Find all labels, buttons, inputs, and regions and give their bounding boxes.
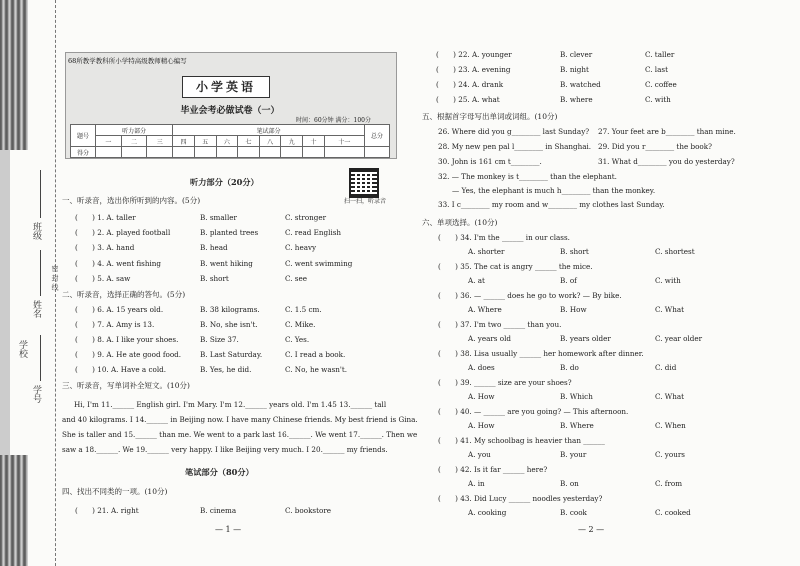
question-34-option-c[interactable]: C. shortest: [655, 247, 695, 256]
question-22: ( ) 22. A. younger: [436, 50, 512, 59]
score-table-total: 总分: [365, 125, 390, 147]
question-23: ( ) 23. A. evening: [436, 65, 511, 74]
question-4: ( ) 4. A. went fishing: [75, 258, 162, 268]
score-cell[interactable]: [194, 147, 216, 158]
student-id-label: 学号: [31, 385, 41, 403]
score-table-score-label: 得分: [71, 147, 96, 158]
score-cell[interactable]: [303, 147, 325, 158]
question-38-option-b[interactable]: B. do: [560, 363, 579, 372]
class-label: 班级: [31, 222, 41, 240]
score-table-num: 十一: [324, 136, 364, 147]
section-2-title: 二、听录音，选择正确的答句。(5分): [62, 290, 186, 299]
section-1-title: 一、听录音，选出你所听到的内容。(5分): [62, 196, 201, 205]
question-41-option-b[interactable]: B. your: [560, 450, 587, 459]
question-35-option-b[interactable]: B. of: [560, 276, 577, 285]
question-2-option-b[interactable]: B. planted trees: [200, 228, 259, 238]
question-21: ( ) 21. A. right: [75, 506, 139, 515]
score-cell[interactable]: [121, 147, 147, 158]
question-37: ( ) 37. I'm two ______ than you.: [438, 320, 562, 329]
question-1-option-b[interactable]: B. smaller: [200, 213, 237, 222]
score-table: [70, 124, 390, 158]
question-6: ( ) 6. A. 15 years old.: [75, 305, 164, 314]
question-41-option-a[interactable]: A. you: [468, 450, 491, 459]
question-10: ( ) 10. A. Have a cold.: [75, 365, 167, 374]
score-table-num: 九: [281, 136, 303, 147]
passage-line: and 40 kilograms. I 14.______ in Beijing now. I have many Chinese friends. My best friend is Gina.: [62, 415, 418, 424]
question-25: ( ) 25. A. what: [436, 95, 500, 104]
question-40-option-a[interactable]: A. How: [468, 421, 495, 430]
fill-question: 28. My new pen pal l________ in Shanghai.: [438, 142, 592, 151]
question-39-option-a[interactable]: A. How: [468, 392, 495, 401]
torn-edge-bottom: [0, 455, 28, 566]
score-cell[interactable]: [147, 147, 173, 158]
seal-text: 密 封 线: [51, 265, 59, 291]
question-3-option-c[interactable]: C. heavy: [285, 243, 317, 253]
question-24: ( ) 24. A. drank: [436, 80, 504, 89]
question-7: ( ) 7. A. Amy is 13.: [75, 320, 155, 329]
question-25-option-c[interactable]: C. with: [645, 95, 671, 104]
question-41-option-c[interactable]: C. yours: [655, 450, 685, 459]
question-39-option-b[interactable]: B. Which: [560, 392, 593, 401]
question-24-option-c[interactable]: C. coffee: [645, 80, 677, 89]
question-32b: — Yes, the elephant is much h________ than the monkey.: [452, 186, 656, 195]
question-22-option-c[interactable]: C. taller: [645, 50, 675, 59]
class-line: [40, 170, 41, 218]
question-6-option-b[interactable]: B. 38 kilograms.: [200, 305, 260, 314]
question-37-option-b[interactable]: B. years older: [560, 334, 611, 343]
score-cell[interactable]: [173, 147, 195, 158]
question-39-option-c[interactable]: C. What: [655, 392, 685, 401]
time-info: 时间：60分钟 满分：100分: [296, 117, 371, 124]
question-36: ( ) 36. — ______ does he go to work? — By bike.: [438, 291, 622, 300]
score-table-num: 六: [216, 136, 238, 147]
exam-title: 小学英语: [195, 80, 256, 94]
question-21-option-c[interactable]: C. bookstore: [285, 506, 332, 515]
question-37-option-a[interactable]: A. years old: [468, 334, 511, 343]
score-cell[interactable]: [365, 147, 390, 158]
score-table-num: 二: [121, 136, 147, 147]
question-23-option-c[interactable]: C. last: [645, 65, 668, 74]
score-cell[interactable]: [216, 147, 238, 158]
question-42-option-b[interactable]: B. on: [560, 479, 579, 488]
section-4-title: 四、找出不同类的一项。(10分): [62, 487, 168, 496]
question-40-option-b[interactable]: B. Where: [560, 421, 594, 430]
exam-subtitle: 毕业会考必做试卷（一）: [180, 106, 280, 116]
question-42-option-c[interactable]: C. from: [655, 479, 683, 488]
question-25-option-b[interactable]: B. where: [560, 95, 593, 104]
page-number-1: — 1 —: [215, 525, 242, 534]
question-40-option-c[interactable]: C. When: [655, 421, 686, 430]
fill-question: 29. Did you r________ the book?: [598, 142, 712, 151]
section-5-title: 五、根据首字母写出单词或词组。(10分): [422, 112, 558, 121]
qr-code-icon[interactable]: [349, 168, 379, 198]
question-7-option-c[interactable]: C. Mike.: [285, 320, 316, 329]
score-table-num: 十: [303, 136, 325, 147]
name-line: [40, 250, 41, 296]
question-7-option-b[interactable]: B. No, she isn't.: [200, 320, 258, 329]
passage-line: saw a 18.______. We 19.______ very happy. I like Beijing very much. I 20.______ my friends.: [62, 445, 388, 454]
question-43-option-a[interactable]: A. cooking: [468, 508, 507, 517]
section-6-title: 六、单项选择。(10分): [422, 218, 498, 227]
question-32a: 32. — The monkey is t________ than the elephant.: [438, 172, 617, 181]
paper-edge: [0, 150, 10, 455]
question-36-option-a[interactable]: A. Where: [468, 305, 502, 314]
question-34: ( ) 34. I'm the ______ in our class.: [438, 233, 570, 242]
question-8-option-c[interactable]: C. Yes.: [285, 335, 310, 344]
question-42-option-a[interactable]: A. in: [468, 479, 485, 488]
question-37-option-c[interactable]: C. year older: [655, 334, 703, 343]
question-1: ( ) 1. A. taller: [75, 213, 136, 222]
question-6-option-c[interactable]: C. 1.5 cm.: [285, 305, 322, 314]
question-3: ( ) 3. A. hand: [75, 243, 135, 253]
fill-question: 30. John is 161 cm t________.: [438, 157, 542, 166]
question-9: ( ) 9. A. He ate good food.: [75, 350, 182, 359]
question-40: ( ) 40. — ______ are you going? — This afternoon.: [438, 407, 629, 416]
question-34-option-b[interactable]: B. short: [560, 247, 589, 256]
question-39: ( ) 39. ______ size are your shoes?: [438, 378, 572, 387]
question-9-option-c[interactable]: C. I read a book.: [285, 350, 346, 359]
question-35: ( ) 35. The cat is angry ______ the mice.: [438, 262, 593, 271]
question-38-option-c[interactable]: C. did: [655, 363, 677, 372]
question-2: ( ) 2. A. played football: [75, 228, 171, 238]
question-10-option-c[interactable]: C. No, he wasn't.: [285, 365, 348, 374]
question-36-option-c[interactable]: C. What: [655, 305, 685, 314]
binding-margin: [0, 0, 62, 566]
question-41: ( ) 41. My schoolbag is heavier than ______: [438, 436, 605, 445]
school-label: 学校: [17, 340, 27, 358]
score-cell[interactable]: [96, 147, 122, 158]
question-43: ( ) 43. Did Lucy ______ noodles yesterday?: [438, 494, 603, 503]
writing-heading: 笔试部分（80分）: [185, 467, 254, 477]
question-34-option-a[interactable]: A. shorter: [468, 247, 505, 256]
question-10-option-b[interactable]: B. Yes, he did.: [200, 365, 252, 374]
score-table-num: 八: [259, 136, 281, 147]
qr-caption: 扫一扫，听录音: [344, 198, 387, 205]
question-42: ( ) 42. Is it far ______ here?: [438, 465, 548, 474]
page-number-2: — 2 —: [578, 525, 605, 534]
question-21-option-b[interactable]: B. cinema: [200, 506, 237, 515]
question-1-option-c[interactable]: C. stronger: [285, 213, 327, 222]
question-38: ( ) 38. Lisa usually ______ her homework after dinner.: [438, 349, 644, 358]
score-table-writing: 笔试部分: [173, 125, 365, 136]
question-43-option-c[interactable]: C. cooked: [655, 508, 691, 517]
question-5-option-c[interactable]: C. see: [285, 273, 308, 283]
score-cell[interactable]: [324, 147, 364, 158]
question-2-option-c[interactable]: C. read English: [285, 228, 342, 238]
fill-question: 31. What d________ you do yesterday?: [598, 157, 735, 166]
question-35-option-a[interactable]: A. at: [468, 276, 485, 285]
question-4-option-b[interactable]: B. went hiking: [200, 258, 253, 268]
question-4-option-c[interactable]: C. went swimming: [285, 258, 353, 268]
publisher-banner: 68所教学教科所小学特高级教师精心编写: [68, 57, 187, 65]
score-cell[interactable]: [259, 147, 281, 158]
score-table-listening: 听力部分: [96, 125, 173, 136]
title-box: [182, 76, 270, 98]
question-24-option-b[interactable]: B. watched: [560, 80, 601, 89]
question-8-option-b[interactable]: B. Size 37.: [200, 335, 239, 344]
question-43-option-b[interactable]: B. cook: [560, 508, 587, 517]
question-36-option-b[interactable]: B. How: [560, 305, 587, 314]
question-9-option-b[interactable]: B. Last Saturday.: [200, 350, 263, 359]
torn-edge-top: [0, 0, 28, 150]
score-cell[interactable]: [281, 147, 303, 158]
question-33: 33. I c________ my room and w________ my clothes last Sunday.: [438, 200, 665, 209]
score-cell[interactable]: [238, 147, 260, 158]
score-table-num: 一: [96, 136, 122, 147]
question-8: ( ) 8. A. I like your shoes.: [75, 335, 179, 344]
fill-question: 26. Where did you g________ last Sunday?: [438, 127, 590, 136]
score-table-num: 五: [194, 136, 216, 147]
score-table-num: 七: [238, 136, 260, 147]
score-table-num: 三: [147, 136, 173, 147]
fill-question: 27. Your feet are b________ than mine.: [598, 127, 736, 136]
section-3-title: 三、听录音，写单词补全短文。(10分): [62, 381, 190, 390]
score-table-num: 四: [173, 136, 195, 147]
student-id-line: [40, 335, 41, 381]
question-35-option-c[interactable]: C. with: [655, 276, 681, 285]
score-table-header-qnum: 题号: [71, 125, 96, 147]
question-23-option-b[interactable]: B. night: [560, 65, 589, 74]
passage-line: Hi, I'm 11.______ English girl. I'm Mary. I'm 12.______ years old. I'm 1.45 13.______ tall: [74, 400, 387, 409]
listening-heading: 听力部分（20分）: [190, 177, 259, 187]
question-22-option-b[interactable]: B. clever: [560, 50, 593, 59]
question-38-option-a[interactable]: A. does: [468, 363, 495, 372]
question-5: ( ) 5. A. saw: [75, 273, 131, 283]
question-3-option-b[interactable]: B. head: [200, 243, 228, 253]
name-label: 姓名: [31, 300, 41, 318]
passage-line: She is taller and 15.______ than me. We went to a park last 16.______. We went 17.______. Then we: [62, 430, 418, 439]
question-5-option-b[interactable]: B. short: [200, 273, 229, 283]
